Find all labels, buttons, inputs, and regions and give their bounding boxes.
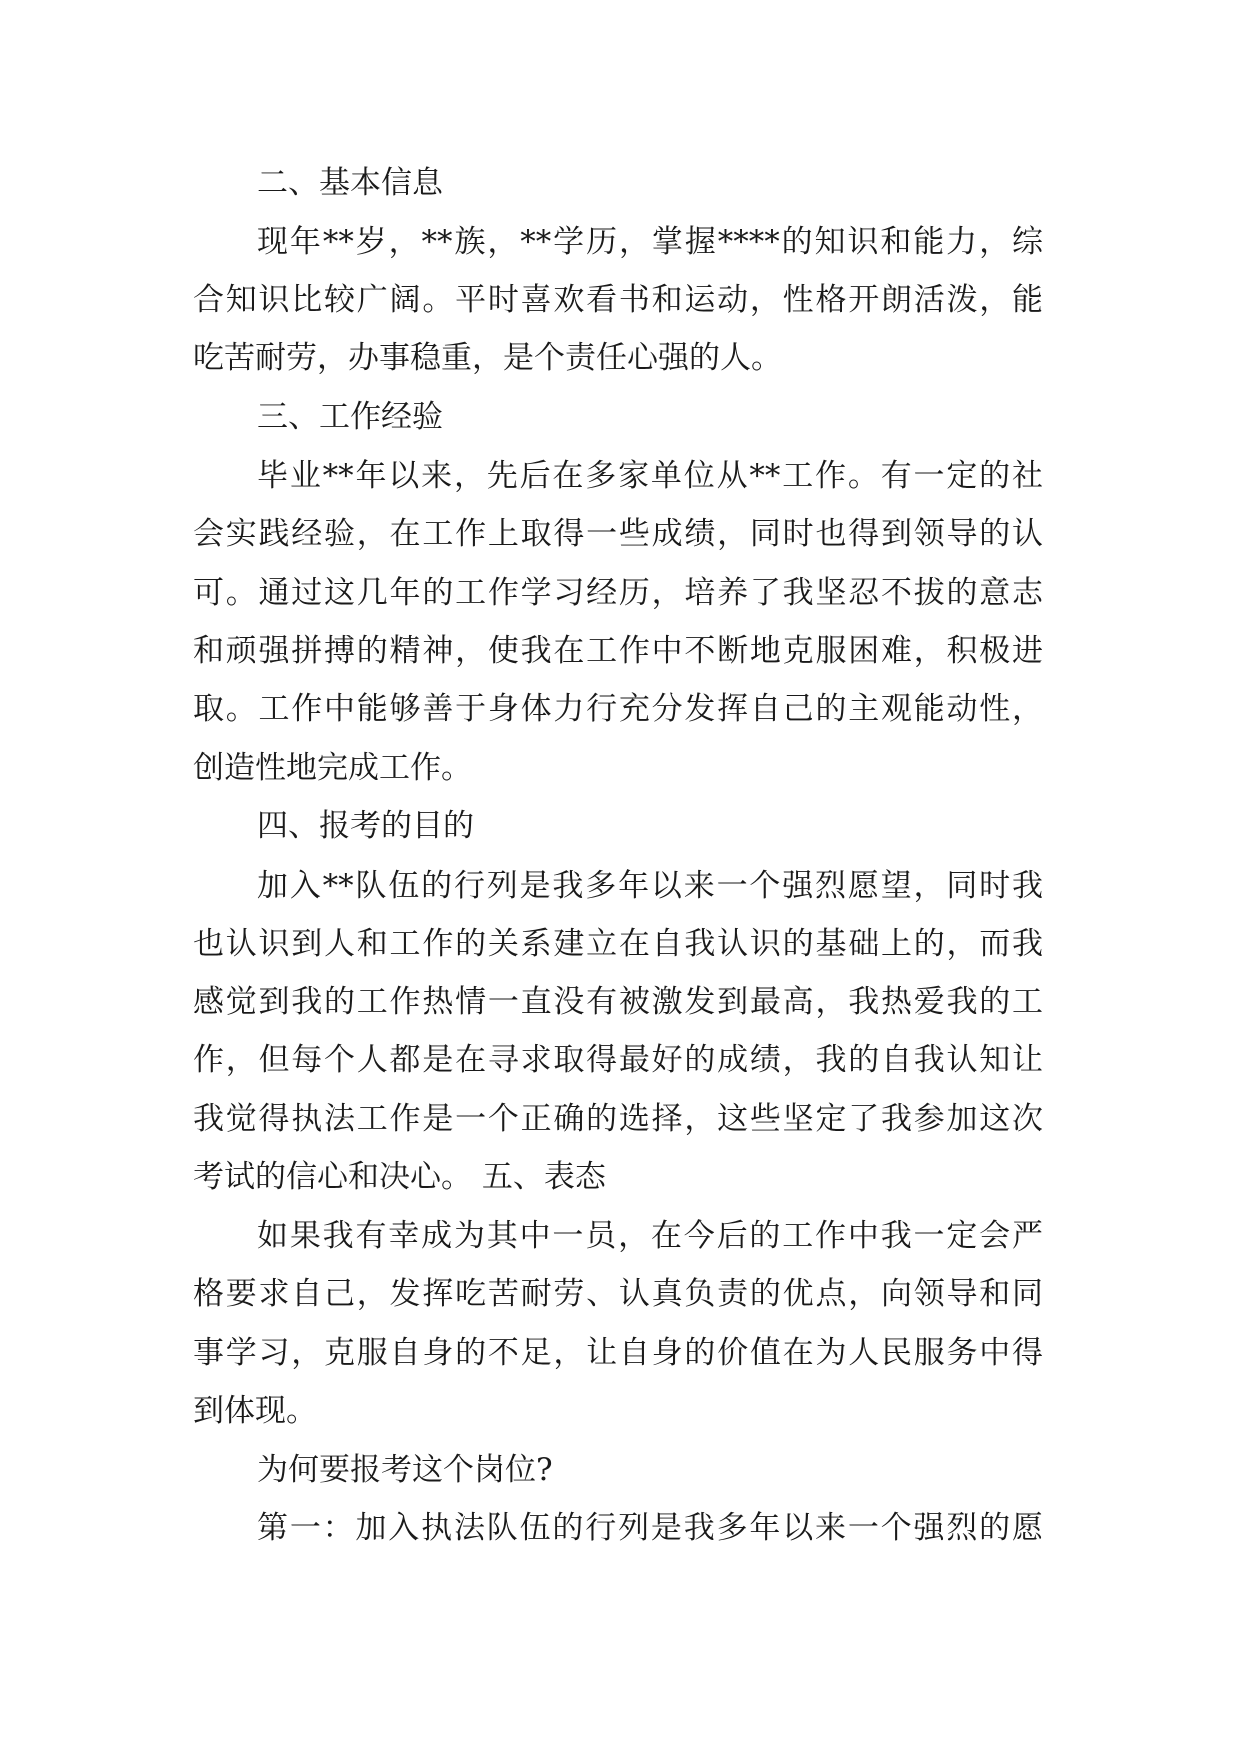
paragraph-line: 感觉到我的工作热情一直没有被激发到最高，我热爱我的工 xyxy=(193,984,1043,1020)
paragraph-line: 可。通过这几年的工作学习经历，培养了我坚忍不拔的意志 xyxy=(193,575,1043,611)
section-heading-basic-info: 二、基本信息 xyxy=(257,165,443,201)
section-heading-work-experience: 三、工作经验 xyxy=(257,399,443,435)
paragraph-line: 创造性地完成工作。 xyxy=(193,750,472,786)
paragraph-line: 也认识到人和工作的关系建立在自我认识的基础上的，而我 xyxy=(193,926,1043,962)
paragraph-line: 如果我有幸成为其中一员，在今后的工作中我一定会严 xyxy=(257,1218,1043,1254)
paragraph-line: 第一：加入执法队伍的行列是我多年以来一个强烈的愿 xyxy=(257,1510,1043,1546)
paragraph-line: 格要求自己，发挥吃苦耐劳、认真负责的优点，向领导和同 xyxy=(193,1276,1043,1312)
paragraph-line: 吃苦耐劳，办事稳重，是个责任心强的人。 xyxy=(193,340,782,376)
paragraph-line: 考试的信心和决心。 五、表态 xyxy=(193,1159,606,1195)
paragraph-line: 会实践经验，在工作上取得一些成绩，同时也得到领导的认 xyxy=(193,516,1043,552)
paragraph-line: 作，但每个人都是在寻求取得最好的成绩，我的自我认知让 xyxy=(193,1042,1043,1078)
paragraph-line: 合知识比较广阔。平时喜欢看书和运动，性格开朗活泼，能 xyxy=(193,282,1043,318)
paragraph-line: 我觉得执法工作是一个正确的选择，这些坚定了我参加这次 xyxy=(193,1101,1043,1137)
paragraph-line: 取。工作中能够善于身体力行充分发挥自己的主观能动性， xyxy=(193,691,1043,727)
paragraph-line: 和顽强拼搏的精神，使我在工作中不断地克服困难，积极进 xyxy=(193,633,1043,669)
paragraph-line: 加入**队伍的行列是我多年以来一个强烈愿望，同时我 xyxy=(257,868,1043,904)
paragraph-line: 事学习，克服自身的不足，让自身的价值在为人民服务中得 xyxy=(193,1335,1043,1371)
section-heading-purpose: 四、报考的目的 xyxy=(257,808,474,844)
paragraph-line: 到体现。 xyxy=(193,1393,317,1429)
paragraph-line: 现年**岁，**族，**学历，掌握****的知识和能力，综 xyxy=(257,224,1043,260)
question-heading: 为何要报考这个岗位? xyxy=(257,1452,553,1488)
paragraph-line: 毕业**年以来，先后在多家单位从**工作。有一定的社 xyxy=(257,458,1043,494)
